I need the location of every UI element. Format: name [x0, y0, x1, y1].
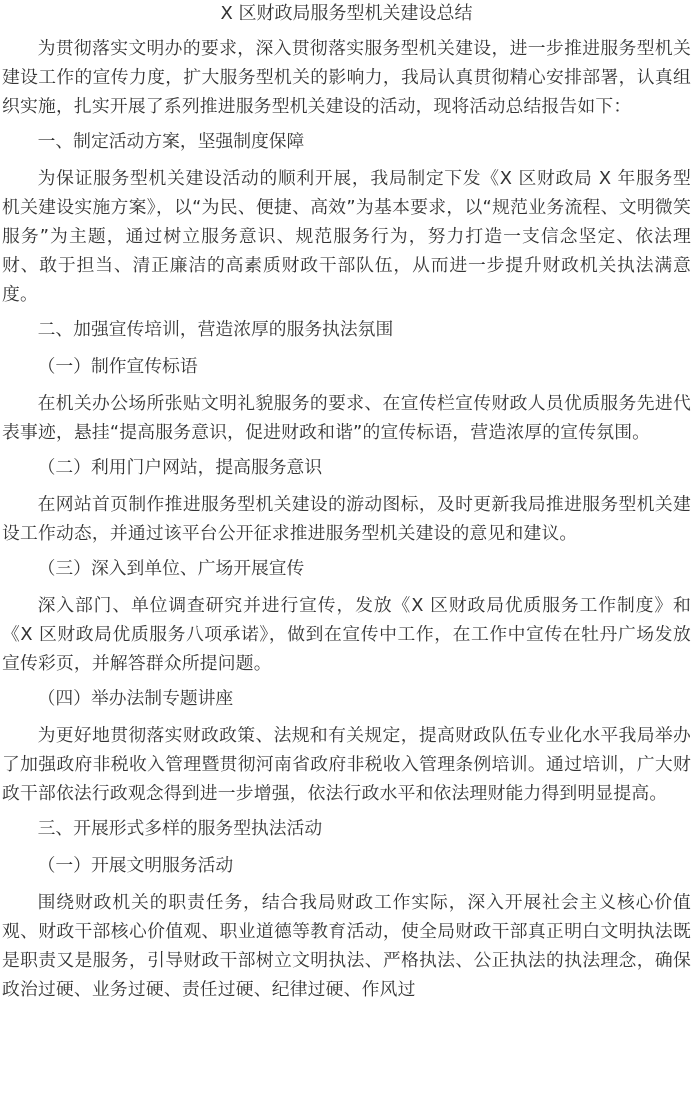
- body-paragraph: 为更好地贯彻落实财政政策、法规和有关规定，提高财政队伍专业化水平我局举办了加强政府非税收入管理暨贯彻河南省政府非税收入管理条例培训。通过培训，广大财政干部依法行政观念得到进一步增强，依法行政水平和依法理财能力得到明显提高。: [2, 725, 691, 804]
- section-heading: 二、加强宣传培训，营造浓厚的服务执法氛围: [37, 319, 394, 340]
- body-paragraph: 为保证服务型机关建设活动的顺利开展，我局制定下发《X 区财政局 X 年服务型机关建设实施方案》，以“为民、便捷、高效”为基本要求，以“规范业务流程、文明微笑服务”为主题，通过树立服务意识、规范服务行为，努力打造一支信念坚定、依法理财、敢于担当、清正廉洁的高素质财政干部队伍，从而进一步提升财政机关执法满意度。: [2, 168, 691, 305]
- body-paragraph: 为贯彻落实文明办的要求，深入贯彻落实服务型机关建设，进一步推进服务型机关建设工作的宣传力度，扩大服务型机关的影响力，我局认真贯彻精心安排部署，认真组织实施，扎实开展了系列推进服务型机关建设的活动，现将活动总结报告如下：: [2, 38, 691, 117]
- section-heading: 三、开展形式多样的服务型执法活动: [37, 818, 323, 839]
- body-paragraph: 深入部门、单位调查研究并进行宣传，发放《X 区财政局优质服务工作制度》和《X 区财政局优质服务八项承诺》，做到在宣传中工作，在工作中宣传在牡丹广场发放宣传彩页，并解答群众所提问题。: [2, 595, 691, 674]
- body-paragraph: 在网站首页制作推进服务型机关建设的游动图标，及时更新我局推进服务型机关建设工作动态，并通过该平台公开征求推进服务型机关建设的意见和建议。: [2, 494, 691, 544]
- section-heading: （三）深入到单位、广场开展宣传: [37, 558, 305, 579]
- section-heading: 一、制定活动方案，坚强制度保障: [37, 131, 305, 152]
- section-heading: （二）利用门户网站，提高服务意识: [37, 457, 323, 478]
- body-paragraph: 在机关办公场所张贴文明礼貌服务的要求、在宣传栏宣传财政人员优质服务先进代表事迹，悬挂“提高服务意识，促进财政和谐”的宣传标语，营造浓厚的宣传氛围。: [2, 393, 691, 443]
- body-paragraph: 围绕财政机关的职责任务，结合我局财政工作实际，深入开展社会主义核心价值观、财政干部核心价值观、职业道德等教育活动，使全局财政干部真正明白文明执法既是职责又是服务，引导财政干部树立文明执法、严格执法、公正执法的执法理念，确保政治过硬、业务过硬、责任过硬、纪律过硬、作风过: [2, 892, 691, 1000]
- section-heading: （一）开展文明服务活动: [37, 855, 234, 876]
- document: [0, 2, 693, 1004]
- section-heading: （一）制作宣传标语: [37, 356, 198, 377]
- document-body: [2, 34, 691, 1004]
- document-title: X 区财政局服务型机关建设总结: [220, 3, 473, 24]
- section-heading: （四）举办法制专题讲座: [37, 688, 234, 709]
